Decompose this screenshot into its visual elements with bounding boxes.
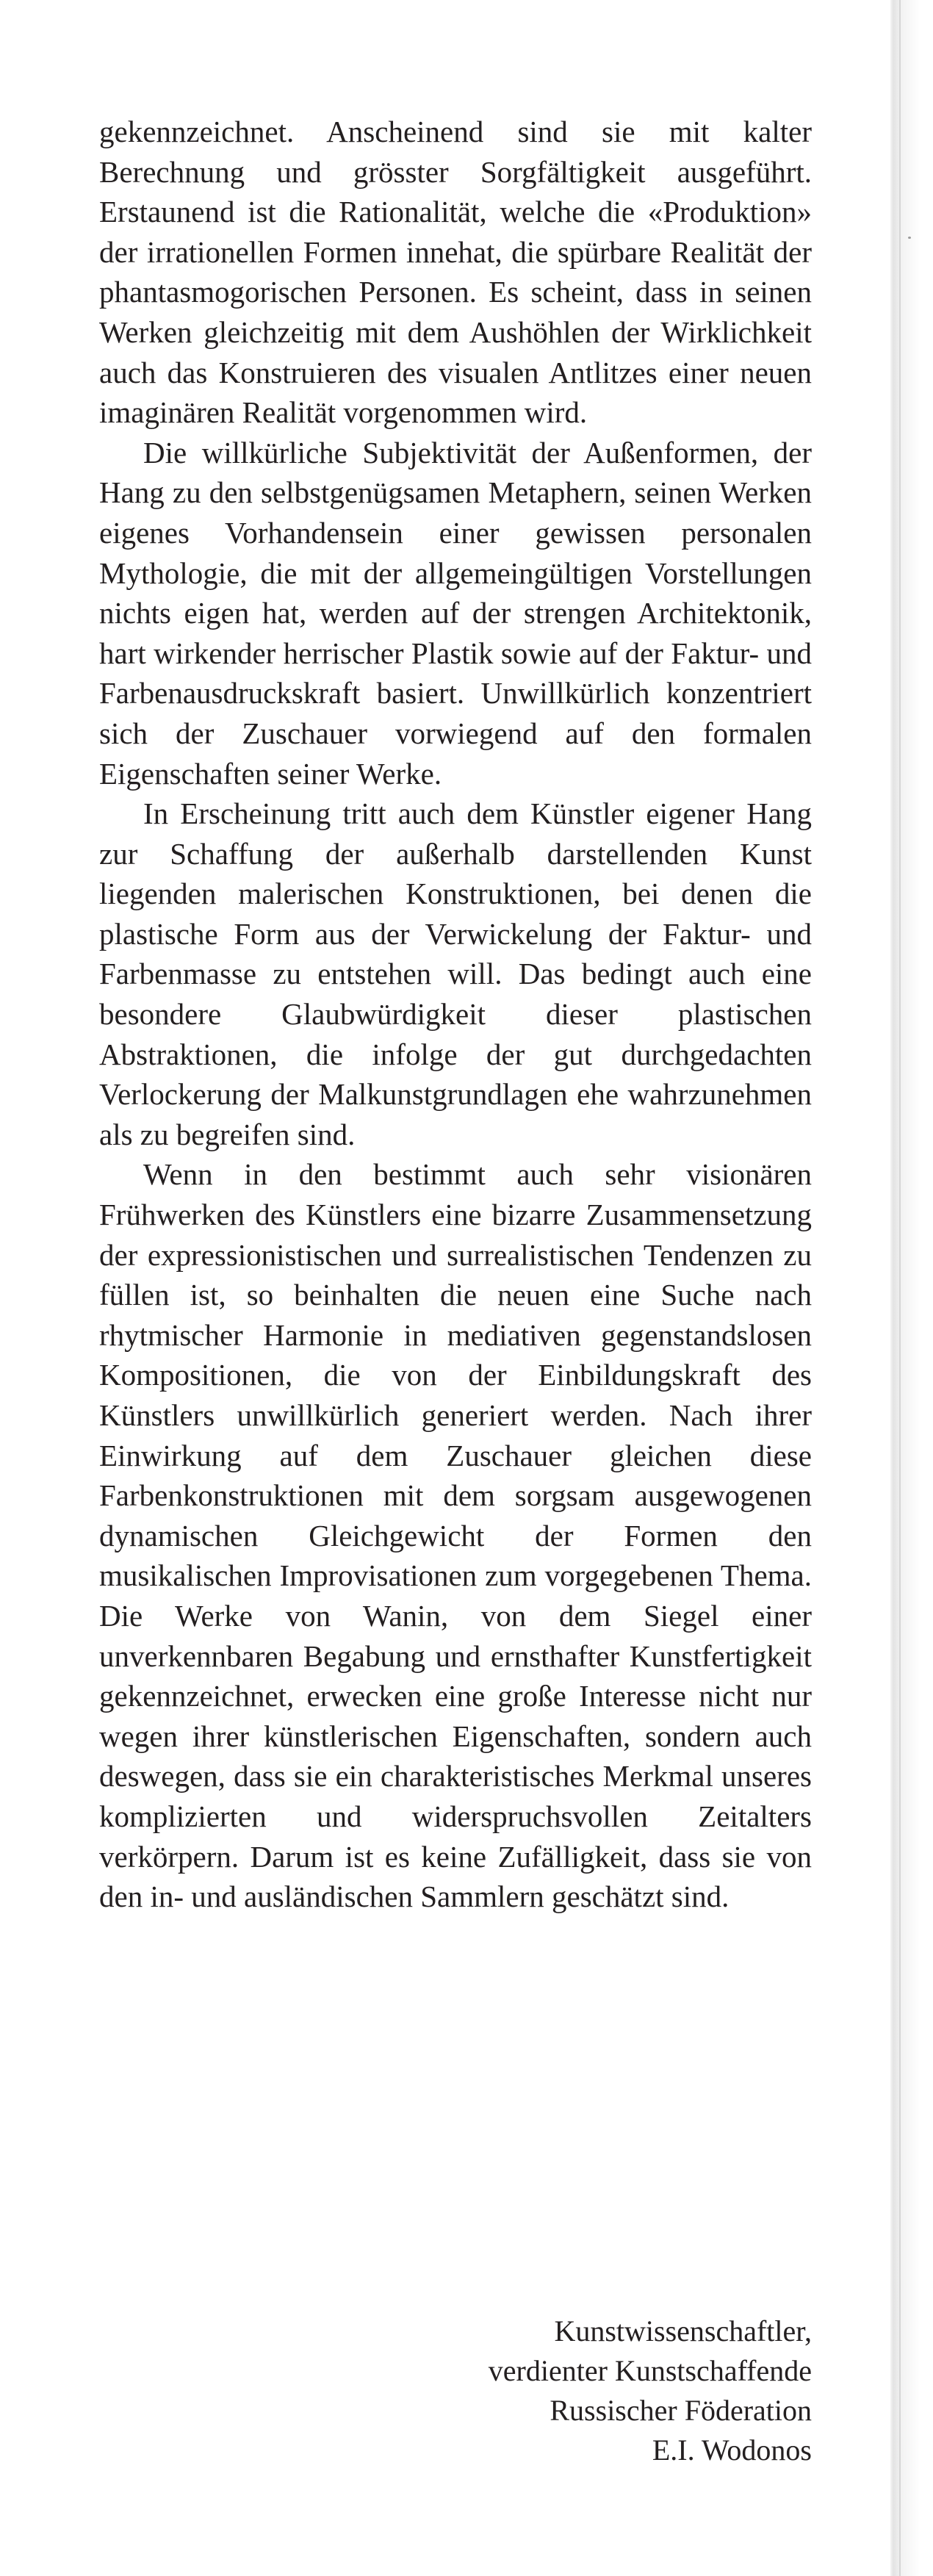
article-body <box>99 112 812 1917</box>
author-title: verdienter Kunstschaffende <box>488 2354 812 2387</box>
page-edge-shadow <box>890 0 933 2576</box>
scan-speck <box>908 237 911 239</box>
paragraph-4: Wenn in den bestimmt auch sehr visionären Frühwerken des Künstlers eine bizarre Zusammensetzung der expressionistischen und surrealistischen Tendenzen zu füllen ist, so beinhalten die neuen eine Suche nach rhytmischer Harmonie in mediativen gegenstandslosen Kompositionen, die von der Einbildungskraft des Künstlers unwillkürlich generiert werden. Nach ihrer Einwirkung auf dem Zuschauer gleichen diese Farbenkonstruktionen mit dem sorgsam ausgewogenen dynamischen Gleichgewicht der Formen den musikalischen Improvisationen zum vorgegebenen Thema. Die Werke von Wanin, von dem Siegel einer unverkennbaren Begabung und ernsthafter Kunstfertigkeit gekennzeichnet, erwecken eine große Interesse nicht nur wegen ihrer künstlerischen Eigenschaften, sondern auch deswegen, dass sie ein charakteristisches Merkmal unseres komplizierten und widerspruchsvollen Zeitalters verkörpern. Darum ist es keine Zufälligkeit, dass sie von den in- und ausländischen Sammlern geschätzt sind. <box>99 1157 812 1914</box>
page-edge-line <box>899 0 901 2576</box>
author-country: Russischer Föderation <box>550 2394 812 2427</box>
paragraph-2: Die willkürliche Subjektivität der Außenformen, der Hang zu den selbstgenügsamen Metaphern, seinen Werken eigenes Vorhandensein einer gewissen personalen Mythologie, die mit der allgemeingültigen Vorstellungen nichts eigen hat, werden auf der strengen Architektonik, hart wirkender herrischer Plastik sowie auf der Faktur- und Farbenausdruckskraft basiert. Unwillkürlich konzentriert sich der Zuschauer vorwiegend auf den formalen Eigenschaften seiner Werke. <box>99 435 812 791</box>
author-name: E.I. Wodonos <box>652 2433 812 2467</box>
author-signature-block <box>489 2311 812 2470</box>
paragraph-3: In Erscheinung tritt auch dem Künstler eigener Hang zur Schaffung der außerhalb darstellenden Kunst liegenden malerischen Konstruktionen, bei denen die plastische Form aus der Verwickelung der Faktur- und Farbenmasse zu entstehen will. Das bedingt auch eine besondere Glaubwürdigkeit dieser plastischen Abstraktionen, die infolge der gut durchgedachten Verlockerung der Malkunstgrundlagen ehe wahrzunehmen als zu begreifen sind. <box>99 796 812 1151</box>
author-role: Kunstwissenschaftler, <box>554 2314 812 2347</box>
paragraph-1: gekennzeichnet. Anscheinend sind sie mit kalter Berechnung und grösster Sorgfältigkeit ausgeführt. Erstaunend ist die Rationalität, welche die «Produktion» der irrationellen Formen innehat, die spürbare Realität der phantasmogorischen Personen. Es scheint, dass in seinen Werken gleichzeitig mit dem Aushöhlen der Wirklichkeit auch das Konstruieren des visualen Antlitzes einer neuen imaginären Realität vorgenommen wird. <box>99 115 812 430</box>
